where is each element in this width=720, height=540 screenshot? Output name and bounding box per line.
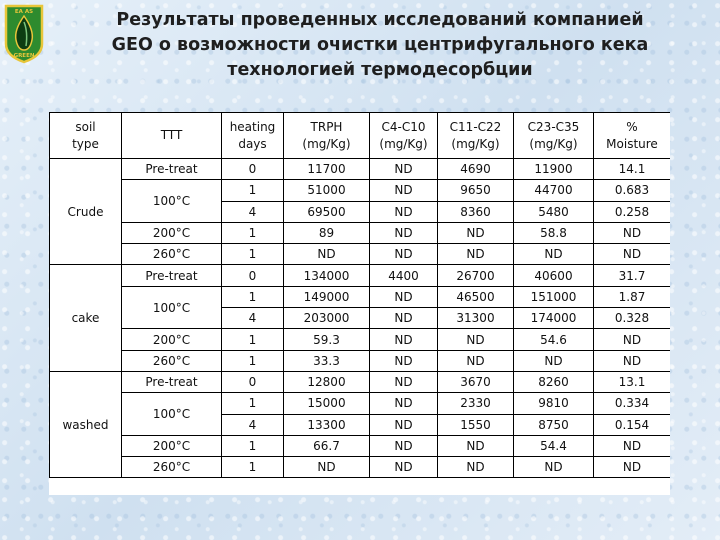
c4-c10-cell: ND (370, 308, 438, 329)
logo-bottom-text: GREEN (13, 53, 35, 59)
c4-c10-cell: ND (370, 457, 438, 478)
soil-type-cell: Crude (50, 159, 122, 265)
c11-c22-cell: 1550 (438, 414, 514, 435)
c4-c10-cell: ND (370, 286, 438, 307)
soil-type-cell: cake (50, 265, 122, 371)
leaf-drop-emblem-icon (2, 2, 46, 64)
table-row (50, 457, 671, 478)
table-row (50, 435, 671, 456)
moisture-cell: ND (594, 457, 671, 478)
trph-cell: 66.7 (284, 435, 370, 456)
title-line: технологией термодесорбции (227, 60, 533, 80)
soil-type-cell: washed (50, 371, 122, 477)
trph-cell: 11700 (284, 159, 370, 180)
c4-c10-cell: ND (370, 371, 438, 392)
ttt-cell: 100°C (122, 393, 222, 436)
c11-c22-cell: ND (438, 329, 514, 350)
c4-c10-cell: ND (370, 222, 438, 243)
moisture-cell: ND (594, 329, 671, 350)
header-line: soil (75, 119, 96, 134)
ttt-cell: 100°C (122, 180, 222, 223)
title-line: Результаты проведенных исследований компанией (116, 10, 644, 30)
logo-top-text: EA AS (14, 9, 34, 15)
c23-c35-cell: 9810 (514, 393, 594, 414)
c4-c10-cell: ND (370, 244, 438, 265)
heating-days-cell: 1 (222, 244, 284, 265)
table-row (50, 222, 671, 243)
heating-days-cell: 1 (222, 435, 284, 456)
heating-days-cell: 1 (222, 286, 284, 307)
c11-c22-cell: ND (438, 222, 514, 243)
ttt-cell: 200°C (122, 329, 222, 350)
header-line: (mg/Kg) (379, 136, 428, 151)
results-table (49, 112, 670, 478)
header-moisture (594, 113, 671, 159)
header-line: (mg/Kg) (529, 136, 578, 151)
c11-c22-cell: 31300 (438, 308, 514, 329)
c23-c35-cell: ND (514, 350, 594, 371)
moisture-cell: 13.1 (594, 371, 671, 392)
ttt-cell: 260°C (122, 457, 222, 478)
header-ttt (122, 113, 222, 159)
moisture-cell: 0.258 (594, 201, 671, 222)
c11-c22-cell: ND (438, 244, 514, 265)
moisture-cell: 0.683 (594, 180, 671, 201)
ttt-cell: Pre-treat (122, 371, 222, 392)
trph-cell: 51000 (284, 180, 370, 201)
c4-c10-cell: ND (370, 414, 438, 435)
heating-days-cell: 1 (222, 457, 284, 478)
moisture-cell: 0.334 (594, 393, 671, 414)
trph-cell: 13300 (284, 414, 370, 435)
trph-cell: 15000 (284, 393, 370, 414)
heating-days-cell: 1 (222, 329, 284, 350)
ttt-cell: 100°C (122, 286, 222, 329)
c23-c35-cell: 44700 (514, 180, 594, 201)
ttt-cell: 260°C (122, 244, 222, 265)
c23-c35-cell: 58.8 (514, 222, 594, 243)
c23-c35-cell: 8260 (514, 371, 594, 392)
slide-title (60, 8, 700, 83)
c11-c22-cell: 9650 (438, 180, 514, 201)
moisture-cell: 0.154 (594, 414, 671, 435)
table-row (50, 286, 671, 307)
c23-c35-cell: 40600 (514, 265, 594, 286)
moisture-cell: 1.87 (594, 286, 671, 307)
header-line: C4-C10 (381, 119, 426, 134)
header-line: Moisture (606, 136, 658, 151)
heating-days-cell: 0 (222, 159, 284, 180)
c4-c10-cell: ND (370, 180, 438, 201)
c23-c35-cell: 174000 (514, 308, 594, 329)
c4-c10-cell: ND (370, 350, 438, 371)
trph-cell: 33.3 (284, 350, 370, 371)
c11-c22-cell: 4690 (438, 159, 514, 180)
table-body (50, 159, 671, 478)
moisture-cell: ND (594, 244, 671, 265)
trph-cell: 203000 (284, 308, 370, 329)
table-row (50, 265, 671, 286)
header-line: heating (229, 119, 276, 134)
heating-days-cell: 0 (222, 265, 284, 286)
header-line: C11-C22 (449, 119, 502, 134)
table-row (50, 329, 671, 350)
ttt-cell: 200°C (122, 435, 222, 456)
moisture-cell: ND (594, 222, 671, 243)
moisture-cell: ND (594, 435, 671, 456)
heating-days-cell: 1 (222, 180, 284, 201)
c11-c22-cell: 8360 (438, 201, 514, 222)
table-row (50, 159, 671, 180)
trph-cell: ND (284, 457, 370, 478)
ttt-cell: 260°C (122, 350, 222, 371)
header-c11-c22 (438, 113, 514, 159)
trph-cell: ND (284, 244, 370, 265)
c23-c35-cell: ND (514, 244, 594, 265)
c11-c22-cell: ND (438, 350, 514, 371)
trph-cell: 69500 (284, 201, 370, 222)
c23-c35-cell: 151000 (514, 286, 594, 307)
moisture-cell: 0.328 (594, 308, 671, 329)
ttt-cell: Pre-treat (122, 265, 222, 286)
table-row (50, 180, 671, 201)
c11-c22-cell: 46500 (438, 286, 514, 307)
header-line: type (72, 136, 99, 151)
c4-c10-cell: ND (370, 329, 438, 350)
c11-c22-cell: 2330 (438, 393, 514, 414)
c4-c10-cell: ND (370, 435, 438, 456)
company-logo (2, 2, 46, 64)
table-row (50, 244, 671, 265)
heating-days-cell: 4 (222, 414, 284, 435)
ttt-cell: 200°C (122, 222, 222, 243)
header-trph (284, 113, 370, 159)
trph-cell: 149000 (284, 286, 370, 307)
c11-c22-cell: 26700 (438, 265, 514, 286)
ttt-cell: Pre-treat (122, 159, 222, 180)
moisture-cell: 31.7 (594, 265, 671, 286)
heating-days-cell: 4 (222, 308, 284, 329)
header-line: TRPH (310, 119, 343, 134)
header-c23-c35 (514, 113, 594, 159)
c4-c10-cell: 4400 (370, 265, 438, 286)
c23-c35-cell: 54.4 (514, 435, 594, 456)
trph-cell: 134000 (284, 265, 370, 286)
c23-c35-cell: 54.6 (514, 329, 594, 350)
c4-c10-cell: ND (370, 201, 438, 222)
c23-c35-cell: ND (514, 457, 594, 478)
header-line: % (626, 119, 638, 134)
table-row (50, 393, 671, 414)
table-header-row (50, 113, 671, 159)
table-row (50, 371, 671, 392)
header-heating-days (222, 113, 284, 159)
trph-cell: 12800 (284, 371, 370, 392)
table-row (50, 350, 671, 371)
header-c4-c10 (370, 113, 438, 159)
heating-days-cell: 1 (222, 222, 284, 243)
c23-c35-cell: 8750 (514, 414, 594, 435)
heating-days-cell: 4 (222, 201, 284, 222)
c4-c10-cell: ND (370, 159, 438, 180)
heating-days-cell: 1 (222, 393, 284, 414)
header-soil-type (50, 113, 122, 159)
header-line: (mg/Kg) (451, 136, 500, 151)
header-line: days (238, 136, 267, 151)
header-line: (mg/Kg) (302, 136, 351, 151)
heating-days-cell: 1 (222, 350, 284, 371)
c11-c22-cell: ND (438, 435, 514, 456)
moisture-cell: ND (594, 350, 671, 371)
results-table-container (49, 112, 670, 495)
c11-c22-cell: ND (438, 457, 514, 478)
c11-c22-cell: 3670 (438, 371, 514, 392)
trph-cell: 89 (284, 222, 370, 243)
c4-c10-cell: ND (370, 393, 438, 414)
header-line: C23-C35 (527, 119, 580, 134)
title-line: GEO о возможности очистки центрифугального кека (111, 35, 649, 55)
trph-cell: 59.3 (284, 329, 370, 350)
c23-c35-cell: 11900 (514, 159, 594, 180)
moisture-cell: 14.1 (594, 159, 671, 180)
c23-c35-cell: 5480 (514, 201, 594, 222)
heating-days-cell: 0 (222, 371, 284, 392)
header-line: TTT (160, 128, 183, 142)
